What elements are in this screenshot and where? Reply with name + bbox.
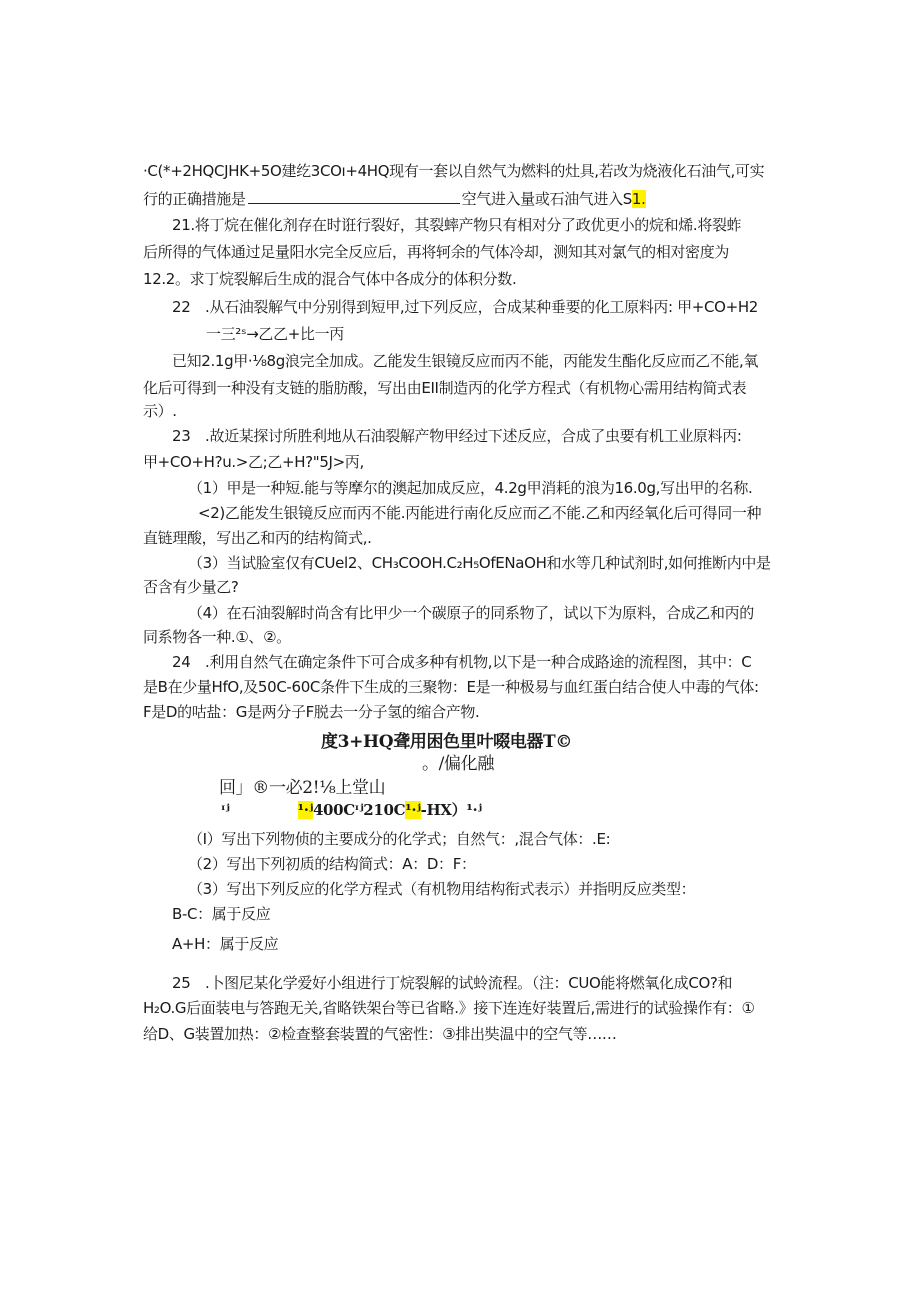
q24-sub-3a: B-C：属于反应 (172, 905, 271, 923)
q23-sub-2a: <2)乙能发生银镜反应而丙不能.丙能进行南化反应而乙不能.乙和丙经氧化后可得同一种 (198, 504, 762, 522)
q23-sub-3b: 否含有少量乙? (143, 578, 239, 596)
q23-sub-3a: （3）当试脸室仅有CUel2、CH₃COOH.C₂H₅OfENaOH和水等几种试剂时,如何推断内中是 (188, 554, 771, 572)
q24-sub-1: （I）写出下列物侦的主要成分的化学式；自然气：,混合气体：.E: (188, 830, 611, 848)
q22-line-3: 已知2.1g甲·⅛8g浪完全加成。乙能发生银镜反应而丙不能，丙能发生酯化反应而乙不能,氧 (172, 352, 759, 370)
flowchart-row-3: 回」®一必2!⅛上堂山 (219, 778, 386, 798)
flowchart-row-2: 。/偏化融 (422, 754, 494, 774)
q25-line-2: H₂O.G后面装电与答跑无关,省略铁架台等已省略.》接下连连好装置后,需进行的试验操作有：① (143, 999, 755, 1017)
q20-suffix: 空气进入量或石油气进入S (461, 190, 632, 208)
q24-line-3: F是D的咕盐：G是两分子F脱去一分子氢的缩合产物. (143, 703, 480, 721)
q20-prefix: 行的正确措施是 (143, 190, 246, 208)
q25-line-1: 25 .卜图尼某化学爱好小组进行丁烷裂解的试蛉流程。（注：CUO能将燃氧化成CO?和 (172, 974, 733, 992)
highlight-mark: ¹·ʲ (297, 801, 313, 819)
q21-line-2: 后所得的气体通过足量阳水完全反应后，再将轲余的气体冷却，测知其对氯气的相对密度为 (143, 243, 730, 261)
flowchart-mark-b: 400Cᶦʲ210C (312, 801, 406, 819)
q21-line-3: 12.2。求丁烷裂解后生成的混合气体中各成分的体积分数. (143, 270, 517, 288)
q23-sub-1: （1）甲是一种短.能与等摩尔的澳起加成反应，4.2g甲消耗的浪为16.0g,写出甲的名称. (188, 479, 753, 497)
q20-line-1: ·C(*+2HQCJHK+5O建纥3COı+4HQ现有一套以自然气为燃料的灶具,若改为烧液化石油气,可实 (143, 162, 765, 180)
flowchart-row-1: 度3+HQ聋用困色里叶啜电器T© (321, 732, 572, 752)
q21-line-1: 21.将丁烷在催化剂存在时诳行裂好，其裂蟀产物只有相对分了政优更小的烷和烯.将裂蚱 (172, 216, 742, 234)
q22-line-5: 示）. (143, 402, 177, 420)
q22-line-1: 22 .从石油裂解气中分别得到短甲,过下列反应，合成某种垂要的化工原料丙: 甲+CO+H2 (172, 298, 758, 316)
answer-blank (248, 188, 460, 204)
q20-line-2 (143, 188, 646, 209)
q24-sub-2: （2）写出下列初质的结构简式：A：D：F： (188, 855, 476, 873)
q25-line-3: 给D、G装置加热：②检查整套装置的气密性：③排出奘温中的空气等…… (143, 1025, 617, 1043)
highlight-mark: 1. (631, 190, 646, 208)
q23-sub-4a: （4）在石油裂解时尚含有比甲少一个碳原子的同系物了，试以下为原料，合成乙和丙的 (188, 604, 754, 622)
q23-sub-2b: 直链理酸，写出乙和丙的结构简式,. (143, 529, 372, 547)
flowchart-row-4 (221, 800, 482, 820)
q24-line-1: 24 .利用自然气在确定条件下可合成多种有机物,以下是一种合成路途的流程图，其中：C (172, 653, 752, 671)
q23-line-2: 甲+CO+H?u.>乙;乙+H?"5J>丙, (143, 453, 364, 471)
q23-line-1: 23 .故近某探讨所胜利地从石油裂解产物甲经过下述反应，合成了虫要有机工业原料丙: (172, 427, 742, 445)
flowchart-mark-c: -HX）¹·ʲ (420, 801, 482, 819)
highlight-mark: ¹·ʲ (405, 801, 421, 819)
q22-line-4: 化后可得到一种没有支链的脂肪酸，写出由EII制造丙的化学方程式（有机物心需用结构简式表 (143, 379, 747, 397)
q22-line-2: 一三²ˢ→乙乙+比一丙 (206, 325, 344, 343)
q24-sub-3b: A+H：属于反应 (172, 935, 279, 953)
flowchart-mark-a: ᶦʲ (221, 801, 230, 819)
q23-sub-4b: 同系物各一种.①、②。 (143, 628, 291, 646)
q24-line-2: 是B在少量HfO,及50C-60C条件下生成的三聚物：E是一种极易与血红蛋白结合使人中毒的气体: (143, 678, 759, 696)
q24-sub-3: （3）写出下列反应的化学方程式（有机物用结构衔式表示）并指明反应类型： (188, 880, 696, 898)
